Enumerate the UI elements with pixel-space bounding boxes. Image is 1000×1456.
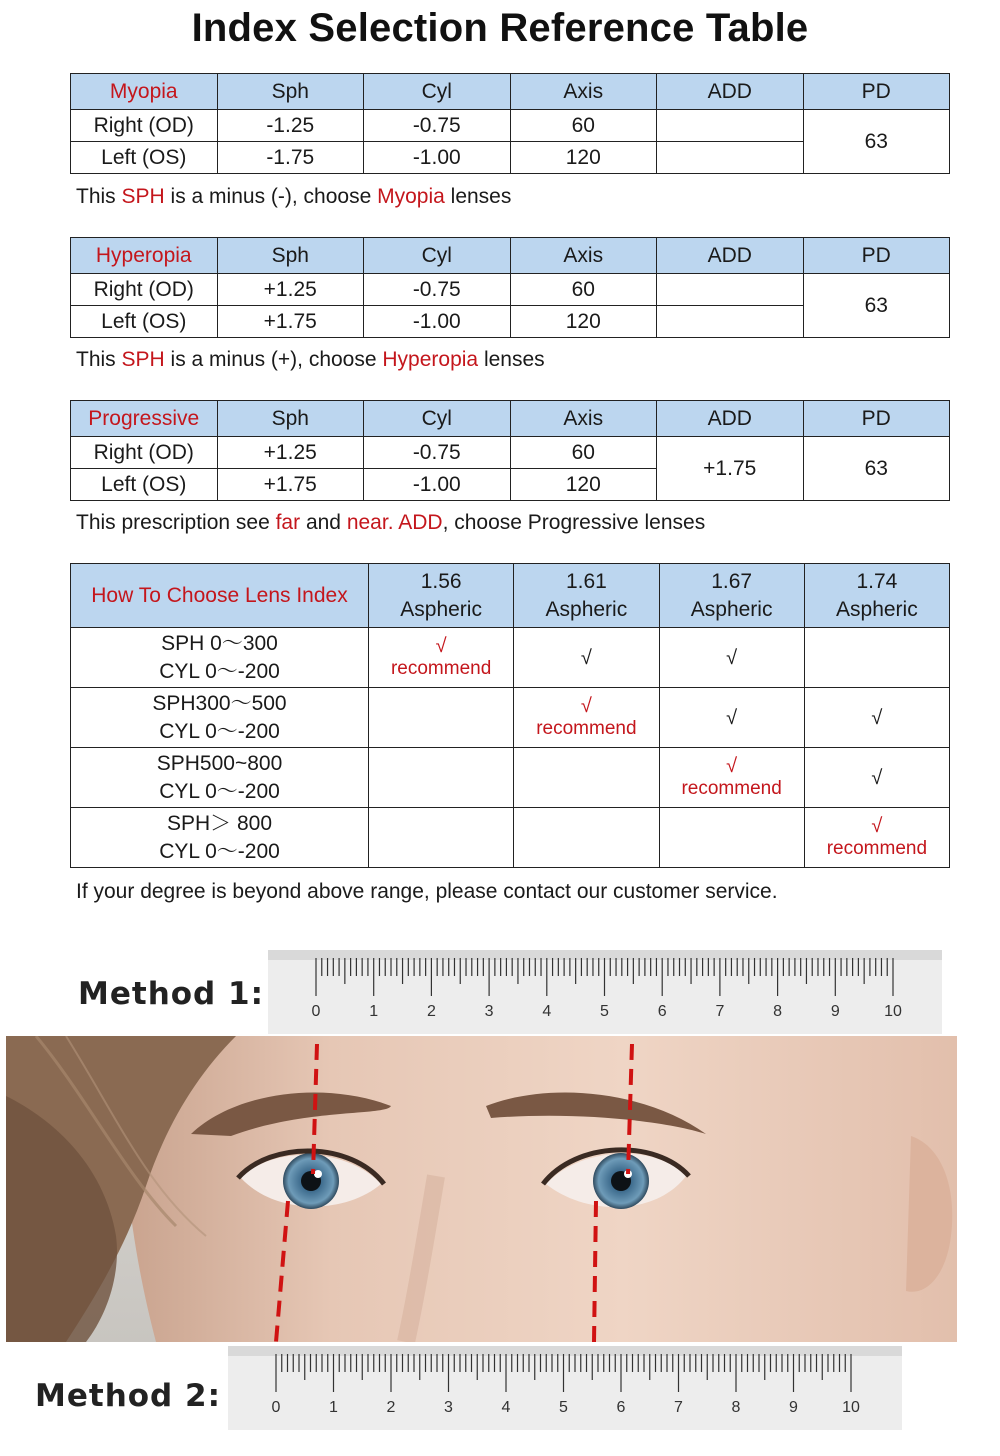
ruler-number: 9 [789,1399,798,1416]
check-icon: √ [871,814,883,837]
table-row [71,437,950,469]
table-header: Sph [217,401,364,437]
ruler-bottom [228,1346,902,1430]
add-value [657,306,804,338]
table-header: PD [803,401,950,437]
sph-value: +1.75 [217,306,364,338]
recommend-label: recommend [390,657,492,679]
index-value: 1.56 [420,569,462,593]
lens-type: Aspheric [545,597,628,621]
range-label [71,688,369,748]
table-header: Cyl [364,74,511,110]
check-cell [804,688,949,748]
table-header: Axis [510,401,657,437]
table-header: Axis [510,238,657,274]
table-header: ADD [657,238,804,274]
row-label: Right (OD) [71,110,218,142]
progressive-table [70,400,950,501]
ruler-number: 2 [426,1003,436,1020]
table-header: Hyperopia [71,238,218,274]
ruler-number: 3 [484,1003,494,1020]
cyl-value: -1.00 [364,306,511,338]
face-photo [6,1036,957,1342]
table-header: Progressive [71,401,218,437]
check-icon: √ [871,766,883,789]
table-row [71,110,950,142]
cyl-value: -1.00 [364,142,511,174]
check-icon: √ [435,634,447,657]
cyl-range: CYL 0～-200 [159,659,280,683]
check-cell [514,628,659,688]
row-label: Left (OS) [71,142,218,174]
table-header: Cyl [364,238,511,274]
add-value [657,142,804,174]
empty-cell [514,748,659,808]
hyperopia-note [76,348,545,372]
table-header: Cyl [364,401,511,437]
recommend-label: recommend [826,837,928,859]
check-icon: √ [580,646,592,669]
sph-value: +1.75 [217,469,364,501]
add-value: +1.75 [657,437,804,501]
note-highlight: far [275,511,301,534]
table-header: Sph [217,238,364,274]
range-label [71,748,369,808]
ruler-top [268,950,942,1034]
cyl-range: CYL 0～-200 [159,779,280,803]
row-label: Left (OS) [71,469,218,501]
ruler-number: 1 [329,1399,338,1416]
empty-cell [514,808,659,868]
table-row [71,808,950,868]
check-cell [804,748,949,808]
myopia-table [70,73,950,174]
axis-value: 60 [510,110,657,142]
index-column-header [804,564,949,628]
method-2-label: Method 2: [35,1378,222,1414]
table-row [71,274,950,306]
index-column-header [369,564,514,628]
progressive-note [76,511,705,535]
add-value [657,274,804,306]
index-corner-header: How To Choose Lens Index [71,564,369,628]
ruler-number: 6 [657,1003,667,1020]
cyl-value: -0.75 [364,437,511,469]
sph-range: SPH＞ 800 [166,811,273,835]
sph-value: +1.25 [217,274,364,306]
recommend-cell [804,808,949,868]
axis-value: 120 [510,306,657,338]
pd-value: 63 [803,437,950,501]
recommend-cell [369,628,514,688]
table-header: Sph [217,74,364,110]
method-1-label: Method 1: [78,976,265,1012]
check-icon: √ [580,694,592,717]
note-text: and [300,511,347,534]
ruler-number: 2 [386,1399,396,1416]
note-highlight: Hyperopia [382,348,479,371]
check-cell [659,628,804,688]
ruler-number: 3 [444,1399,453,1416]
ruler-number: 4 [501,1399,511,1416]
sph-value: +1.25 [217,437,364,469]
recommend-label: recommend [536,717,637,739]
empty-cell [369,748,514,808]
range-label [71,808,369,868]
empty-cell [804,628,949,688]
pd-value: 63 [803,110,950,174]
sph-value: -1.75 [217,142,364,174]
cyl-range: CYL 0～-200 [159,719,280,743]
lens-index-table [70,563,950,868]
ruler-number: 1 [369,1003,379,1020]
row-label: Right (OD) [71,274,218,306]
note-text: This prescription see [76,511,276,534]
index-column-header [514,564,659,628]
index-value: 1.61 [565,569,607,593]
empty-cell [369,808,514,868]
note-text: is a minus (-), choose [164,185,378,208]
table-header: ADD [657,74,804,110]
recommend-label: recommend [681,777,782,799]
axis-value: 60 [510,274,657,306]
ruler-number: 0 [271,1399,281,1416]
check-icon: √ [871,706,883,729]
axis-value: 120 [510,142,657,174]
myopia-note [76,185,511,209]
note-text: lenses [478,348,545,371]
table-row [71,628,950,688]
table-header: ADD [657,401,804,437]
ruler-number: 5 [559,1399,568,1416]
sph-range: SPH500~800 [156,751,283,775]
page-title: Index Selection Reference Table [191,6,809,50]
note-highlight: near. ADD [346,511,443,534]
table-header: Axis [510,74,657,110]
empty-cell [369,688,514,748]
ruler-number: 9 [830,1003,840,1020]
check-icon: √ [726,706,738,729]
ruler-number: 8 [773,1003,783,1020]
table-header: Myopia [71,74,218,110]
check-icon: √ [726,646,738,669]
ruler-number: 7 [715,1003,725,1020]
note-text: lenses [444,185,512,208]
note-highlight: SPH [121,185,165,208]
lens-type: Aspheric [690,597,773,621]
table-row [71,748,950,808]
index-value: 1.67 [711,569,753,593]
check-icon: √ [726,754,738,777]
hyperopia-table [70,237,950,338]
sph-range: SPH 0～300 [161,631,278,655]
index-value: 1.74 [856,569,898,593]
ruler-number: 10 [842,1399,860,1416]
ruler-number: 6 [616,1399,626,1416]
lens-type: Aspheric [836,597,918,621]
note-highlight: Myopia [377,185,445,208]
pd-value: 63 [803,274,950,338]
cyl-value: -0.75 [364,274,511,306]
ruler-number: 0 [311,1003,321,1020]
empty-cell [659,808,804,868]
ruler-number: 8 [731,1399,741,1416]
note-text: , choose Progressive lenses [442,511,706,534]
ruler-number: 7 [674,1399,683,1416]
note-text: This [76,185,122,208]
row-label: Right (OD) [71,437,218,469]
axis-value: 60 [510,437,657,469]
row-label: Left (OS) [71,306,218,338]
note-text: This [76,348,122,371]
sph-range: SPH300～500 [152,691,287,715]
table-header: PD [803,74,950,110]
note-highlight: SPH [121,348,165,371]
table-header: PD [803,238,950,274]
table-row [71,688,950,748]
ruler-number: 4 [542,1003,552,1020]
ruler-number: 10 [884,1003,902,1020]
index-note: If your degree is beyond above range, please contact our customer service. [76,880,778,903]
check-cell [659,688,804,748]
sph-value: -1.25 [217,110,364,142]
lens-type: Aspheric [400,597,482,621]
recommend-cell [514,688,659,748]
cyl-range: CYL 0～-200 [159,839,280,863]
index-column-header [659,564,804,628]
ruler-number: 5 [600,1003,609,1020]
add-value [657,110,804,142]
cyl-value: -1.00 [364,469,511,501]
note-text: is a minus (+), choose [164,348,383,371]
recommend-cell [659,748,804,808]
cyl-value: -0.75 [364,110,511,142]
axis-value: 120 [510,469,657,501]
range-label [71,628,369,688]
